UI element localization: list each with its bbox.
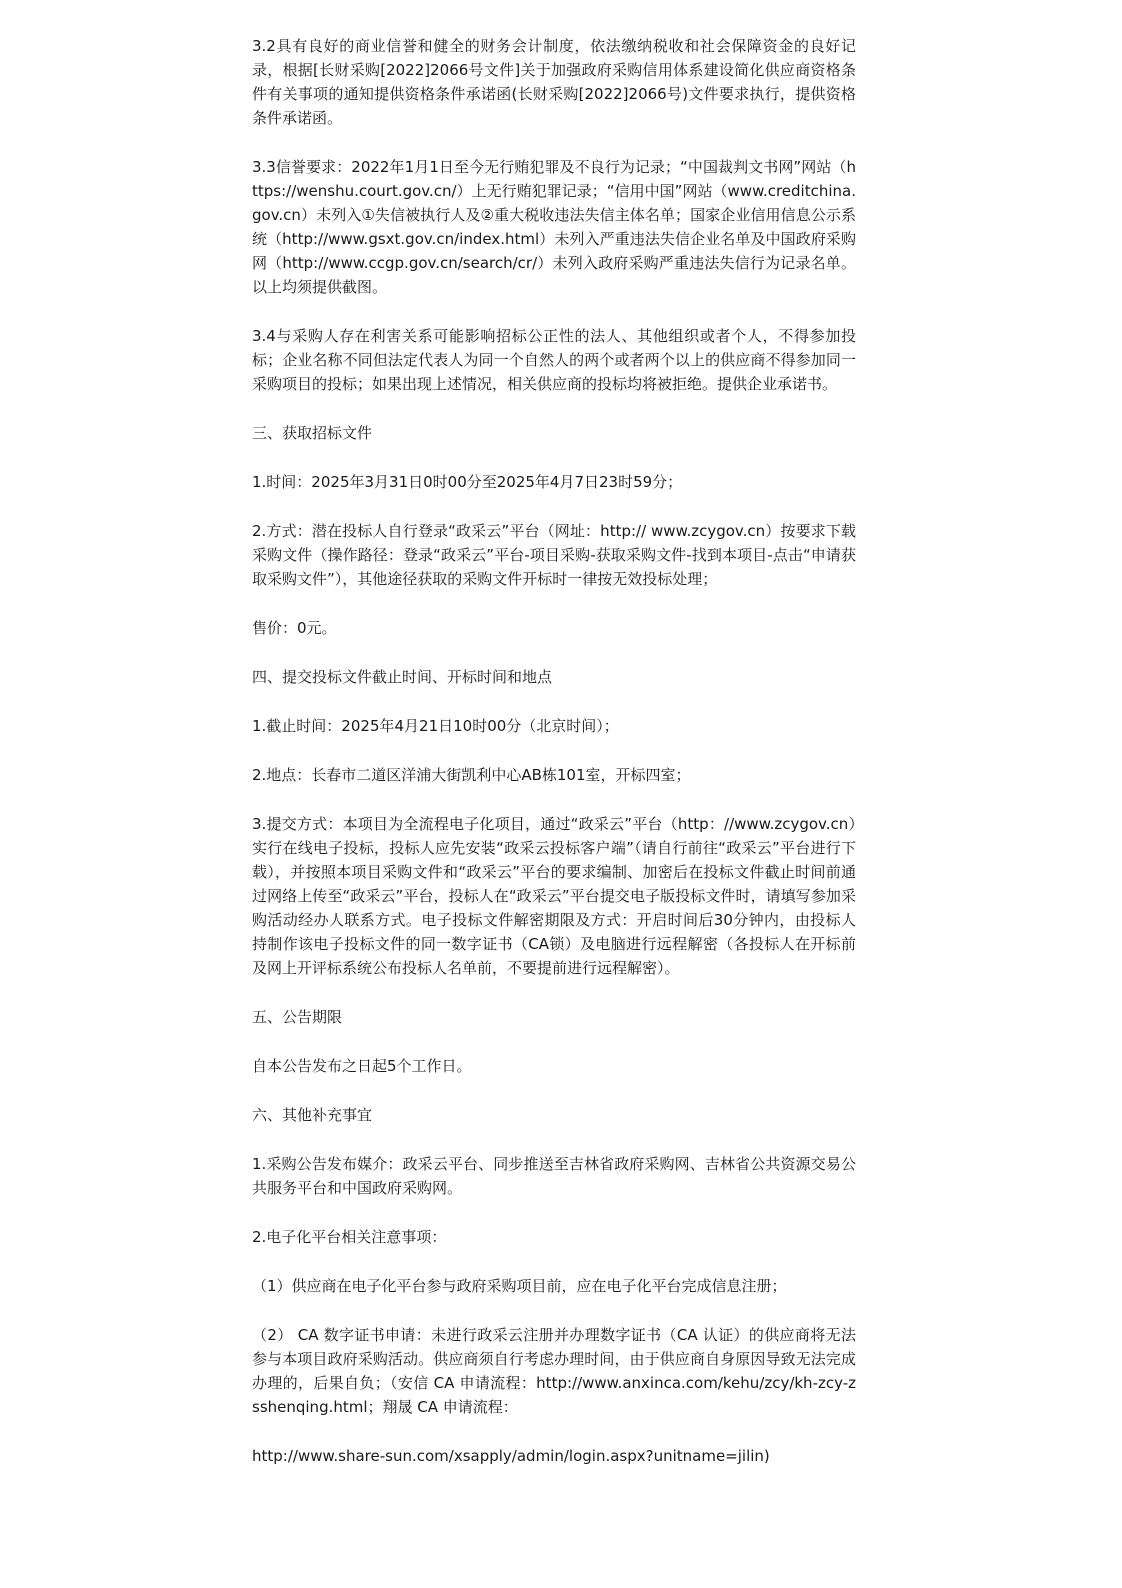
submission-location: 2.地点：长春市二道区洋浦大街凯利中心AB栋101室，开标四室； [252, 766, 691, 784]
other-item-2: （2） CA 数字证书申请：未进行政采云注册并办理数字证书（CA 认证）的供应商将无法参与本项目政府采购活动。供应商须自行考虑办理时间，由于供应商自身原因导致无法完成办理的，后果自负；（安信 CA 申请流程：http://www.anxinca.com/kehu/zcy/kh-zcy-zsshenqing.html；翔晟 CA 申请流程： [252, 1326, 856, 1416]
paragraph-3-4: 3.4与采购人存在利害关系可能影响招标公正性的法人、其他组织或者个人，不得参加投标；企业名称不同但法定代表人为同一个自然人的两个或者两个以上的供应商不得参加同一采购项目的投标；如果出现上述情况，相关供应商的投标均将被拒绝。提供企业承诺书。 [252, 327, 856, 393]
submission-deadline: 1.截止时间：2025年4月21日10时00分（北京时间）； [252, 717, 619, 735]
paragraph-3-2: 3.2具有良好的商业信誉和健全的财务会计制度，依法缴纳税收和社会保障资金的良好记录，根据[长财采购[2022]2066号文件]关于加强政府采购信用体系建设简化供应商资格条件有关事项的通知提供资格条件承诺函(长财采购[2022]2066号)文件要求执行，提供资格条件承诺函。 [252, 37, 856, 127]
notice-period-text: 自本公告发布之日起5个工作日。 [252, 1057, 472, 1075]
heading-submission: 四、提交投标文件截止时间、开标时间和地点 [252, 668, 553, 686]
other-platform-title: 2.电子化平台相关注意事项： [252, 1228, 447, 1246]
heading-obtain-documents: 三、获取招标文件 [252, 424, 373, 442]
obtain-time: 1.时间：2025年3月31日0时00分至2025年4月7日23时59分； [252, 473, 683, 491]
submission-method: 3.提交方式：本项目为全流程电子化项目，通过“政采云”平台（http：//www.zcygov.cn）实行在线电子投标，投标人应先安装“政采云投标客户端”（请自行前往“政采云”平台进行下载），并按照本项目采购文件和“政采云”平台的要求编制、加密后在投标文件截止时间前通过网络上传至“政采云”平台，投标人在“政采云”平台提交电子版投标文件时，请填写参加采购活动经办人联系方式。电子投标文件解密期限及方式：开启时间后30分钟内，由投标人持制作该电子投标文件的同一数字证书（CA锁）及电脑进行远程解密（各投标人在开标前及网上开评标系统公布投标人名单前，不要提前进行远程解密）。 [252, 815, 856, 977]
heading-other-matters: 六、其他补充事宜 [252, 1106, 373, 1124]
heading-notice-period: 五、公告期限 [252, 1008, 343, 1026]
paragraph-3-3: 3.3信誉要求：2022年1月1日至今无行贿犯罪及不良行为记录；“中国裁判文书网”网站（https://wenshu.court.gov.cn/）上无行贿犯罪记录；“信用中国”网站（www.creditchina.gov.cn）未列入①失信被执行人及②重大税收违法失信主体名单；国家企业信用信息公示系统（http://www.gsxt.gov.cn/index.html）未列入严重违法失信企业名单及中国政府采购网（http://www.ccgp.gov.cn/search/cr/）未列入政府采购严重违法失信行为记录名单。以上均须提供截图。 [252, 158, 856, 296]
share-sun-link[interactable]: http://www.share-sun.com/xsapply/admin/login.aspx?unitname=jilin) [252, 1447, 770, 1465]
obtain-method: 2.方式：潜在投标人自行登录“政采云”平台（网址：http:// www.zcygov.cn）按要求下载采购文件（操作路径：登录“政采云”平台-项目采购-获取采购文件-找到本项目-点击“申请获取采购文件”），其他途径获取的采购文件开标时一律按无效投标处理； [252, 522, 856, 588]
document-page [252, 34, 856, 1468]
other-media: 1.采购公告发布媒介：政采云平台、同步推送至吉林省政府采购网、吉林省公共资源交易公共服务平台和中国政府采购网。 [252, 1155, 856, 1197]
obtain-price: 售价：0元。 [252, 619, 337, 637]
other-item-1: （1）供应商在电子化平台参与政府采购项目前，应在电子化平台完成信息注册； [252, 1277, 787, 1295]
